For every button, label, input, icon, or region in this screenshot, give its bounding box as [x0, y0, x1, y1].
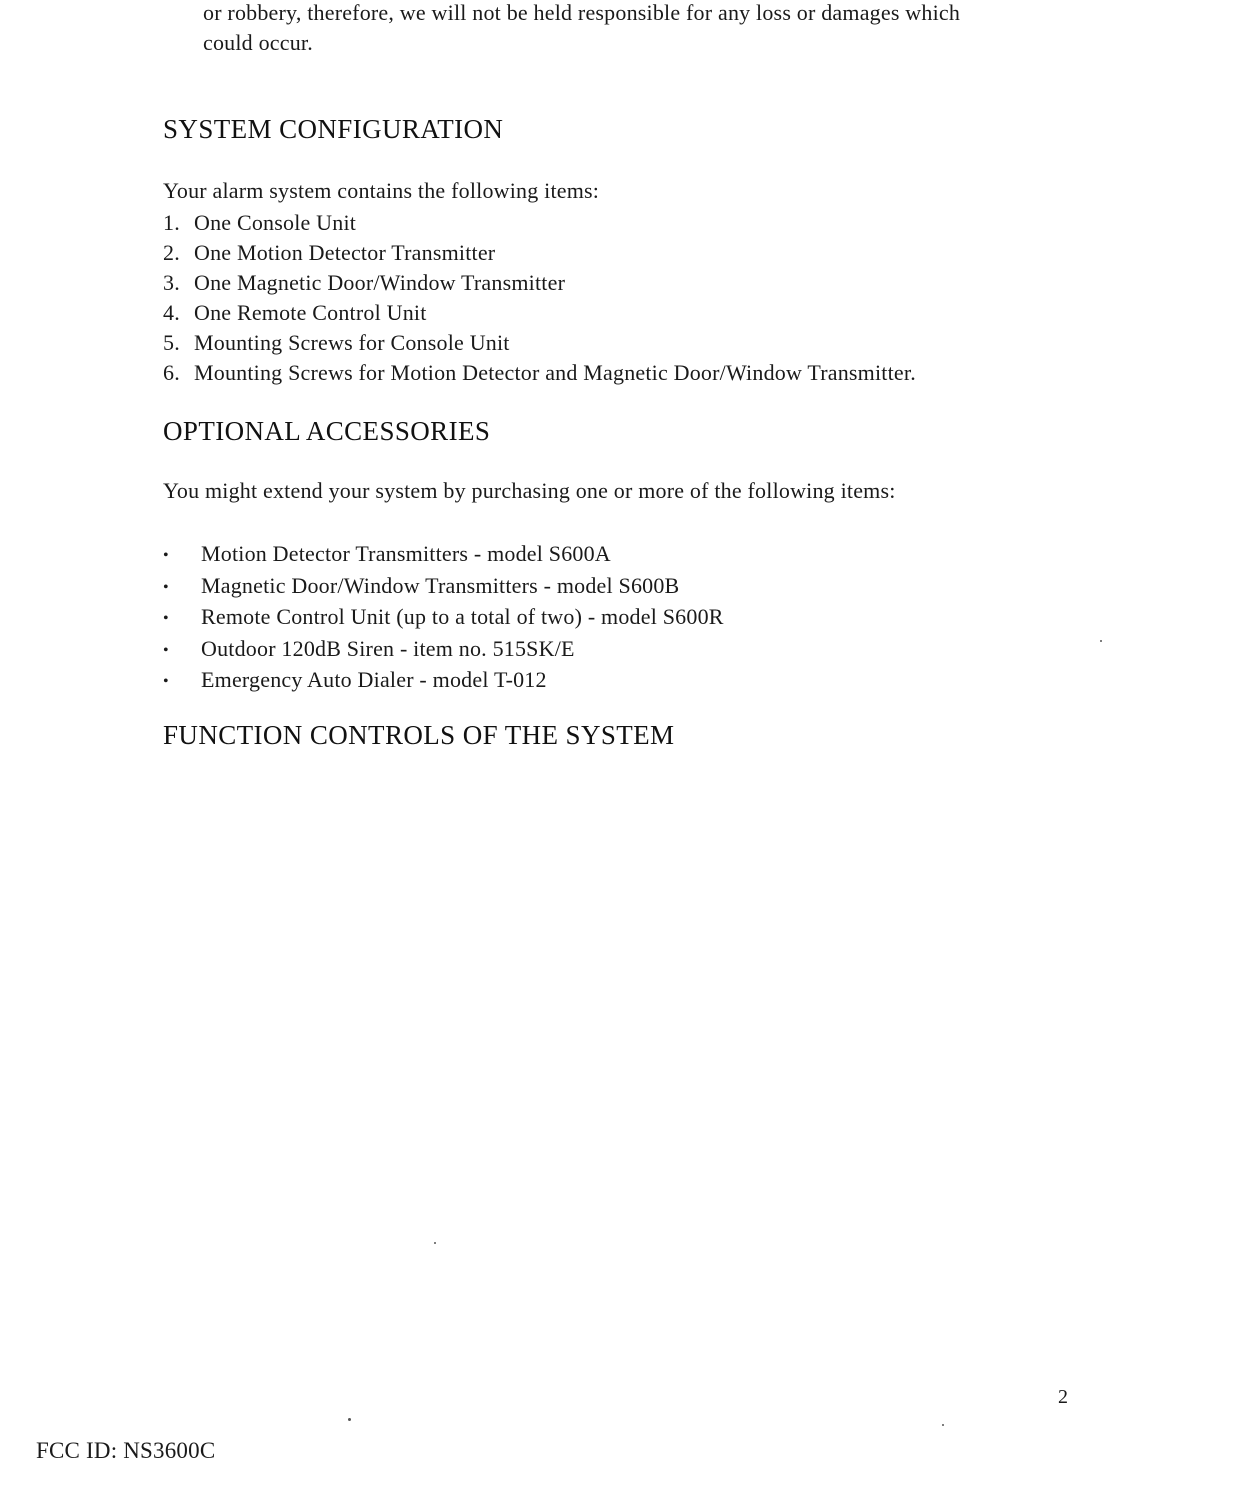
list-item-text: Motion Detector Transmitters - model S600A — [201, 541, 611, 566]
list-item-text: Outdoor 120dB Siren - item no. 515SK/E — [201, 635, 575, 661]
section-heading-function-controls: FUNCTION CONTROLS OF THE SYSTEM — [163, 720, 675, 750]
list-item-text: One Console Unit — [194, 210, 357, 235]
bullet-icon: • — [163, 578, 169, 596]
intro-text-line-1: or robbery, therefore, we will not be held responsible for any loss or damages which — [203, 0, 961, 25]
list-item-number: 6. — [163, 360, 180, 385]
list-item-text: One Remote Control Unit — [194, 300, 427, 325]
section-heading-system-configuration: SYSTEM CONFIGURATION — [163, 114, 504, 144]
page-number: 2 — [1058, 1386, 1068, 1408]
list-item-text: Mounting Screws for Motion Detector and Magnetic Door/Window Transmitter. — [194, 360, 916, 385]
bullet-icon: • — [163, 673, 169, 690]
scan-speck — [348, 1418, 351, 1421]
list-item-text: Remote Control Unit (up to a total of two) - model S600R — [201, 604, 724, 629]
scan-speck — [1100, 640, 1102, 642]
list-item — [163, 570, 724, 602]
list-item — [163, 358, 916, 388]
list-item — [163, 328, 916, 358]
optional-accessories-intro: You might extend your system by purchasing one or more of the following items: — [163, 478, 896, 503]
fcc-id-label: FCC ID: NS3600C — [36, 1438, 216, 1463]
section-heading-optional-accessories: OPTIONAL ACCESSORIES — [163, 416, 491, 446]
bullet-icon: • — [163, 610, 169, 627]
system-configuration-list — [163, 208, 916, 388]
list-item-number: 3. — [163, 270, 180, 295]
list-item-number: 1. — [163, 210, 180, 235]
list-item — [163, 633, 724, 665]
list-item-text: Magnetic Door/Window Transmitters - model S600B — [201, 572, 680, 598]
list-item — [163, 538, 724, 570]
optional-accessories-list — [163, 538, 724, 696]
list-item-text: Emergency Auto Dialer - model T-012 — [201, 667, 547, 692]
list-item-text: One Magnetic Door/Window Transmitter — [194, 270, 566, 295]
list-item-number: 4. — [163, 300, 180, 325]
list-item — [163, 268, 916, 298]
intro-text-line-2: could occur. — [203, 30, 313, 55]
system-configuration-intro: Your alarm system contains the following items: — [163, 178, 600, 203]
scan-speck — [942, 1424, 944, 1426]
scan-speck — [434, 1242, 436, 1244]
list-item — [163, 601, 724, 633]
list-item — [163, 208, 916, 238]
list-item — [163, 238, 916, 268]
bullet-icon: • — [163, 547, 169, 564]
list-item — [163, 664, 724, 696]
bullet-icon: • — [163, 641, 169, 659]
list-item-text: One Motion Detector Transmitter — [194, 240, 496, 265]
list-item — [163, 298, 916, 328]
list-item-number: 2. — [163, 240, 180, 265]
list-item-text: Mounting Screws for Console Unit — [194, 330, 510, 355]
list-item-number: 5. — [163, 330, 180, 355]
